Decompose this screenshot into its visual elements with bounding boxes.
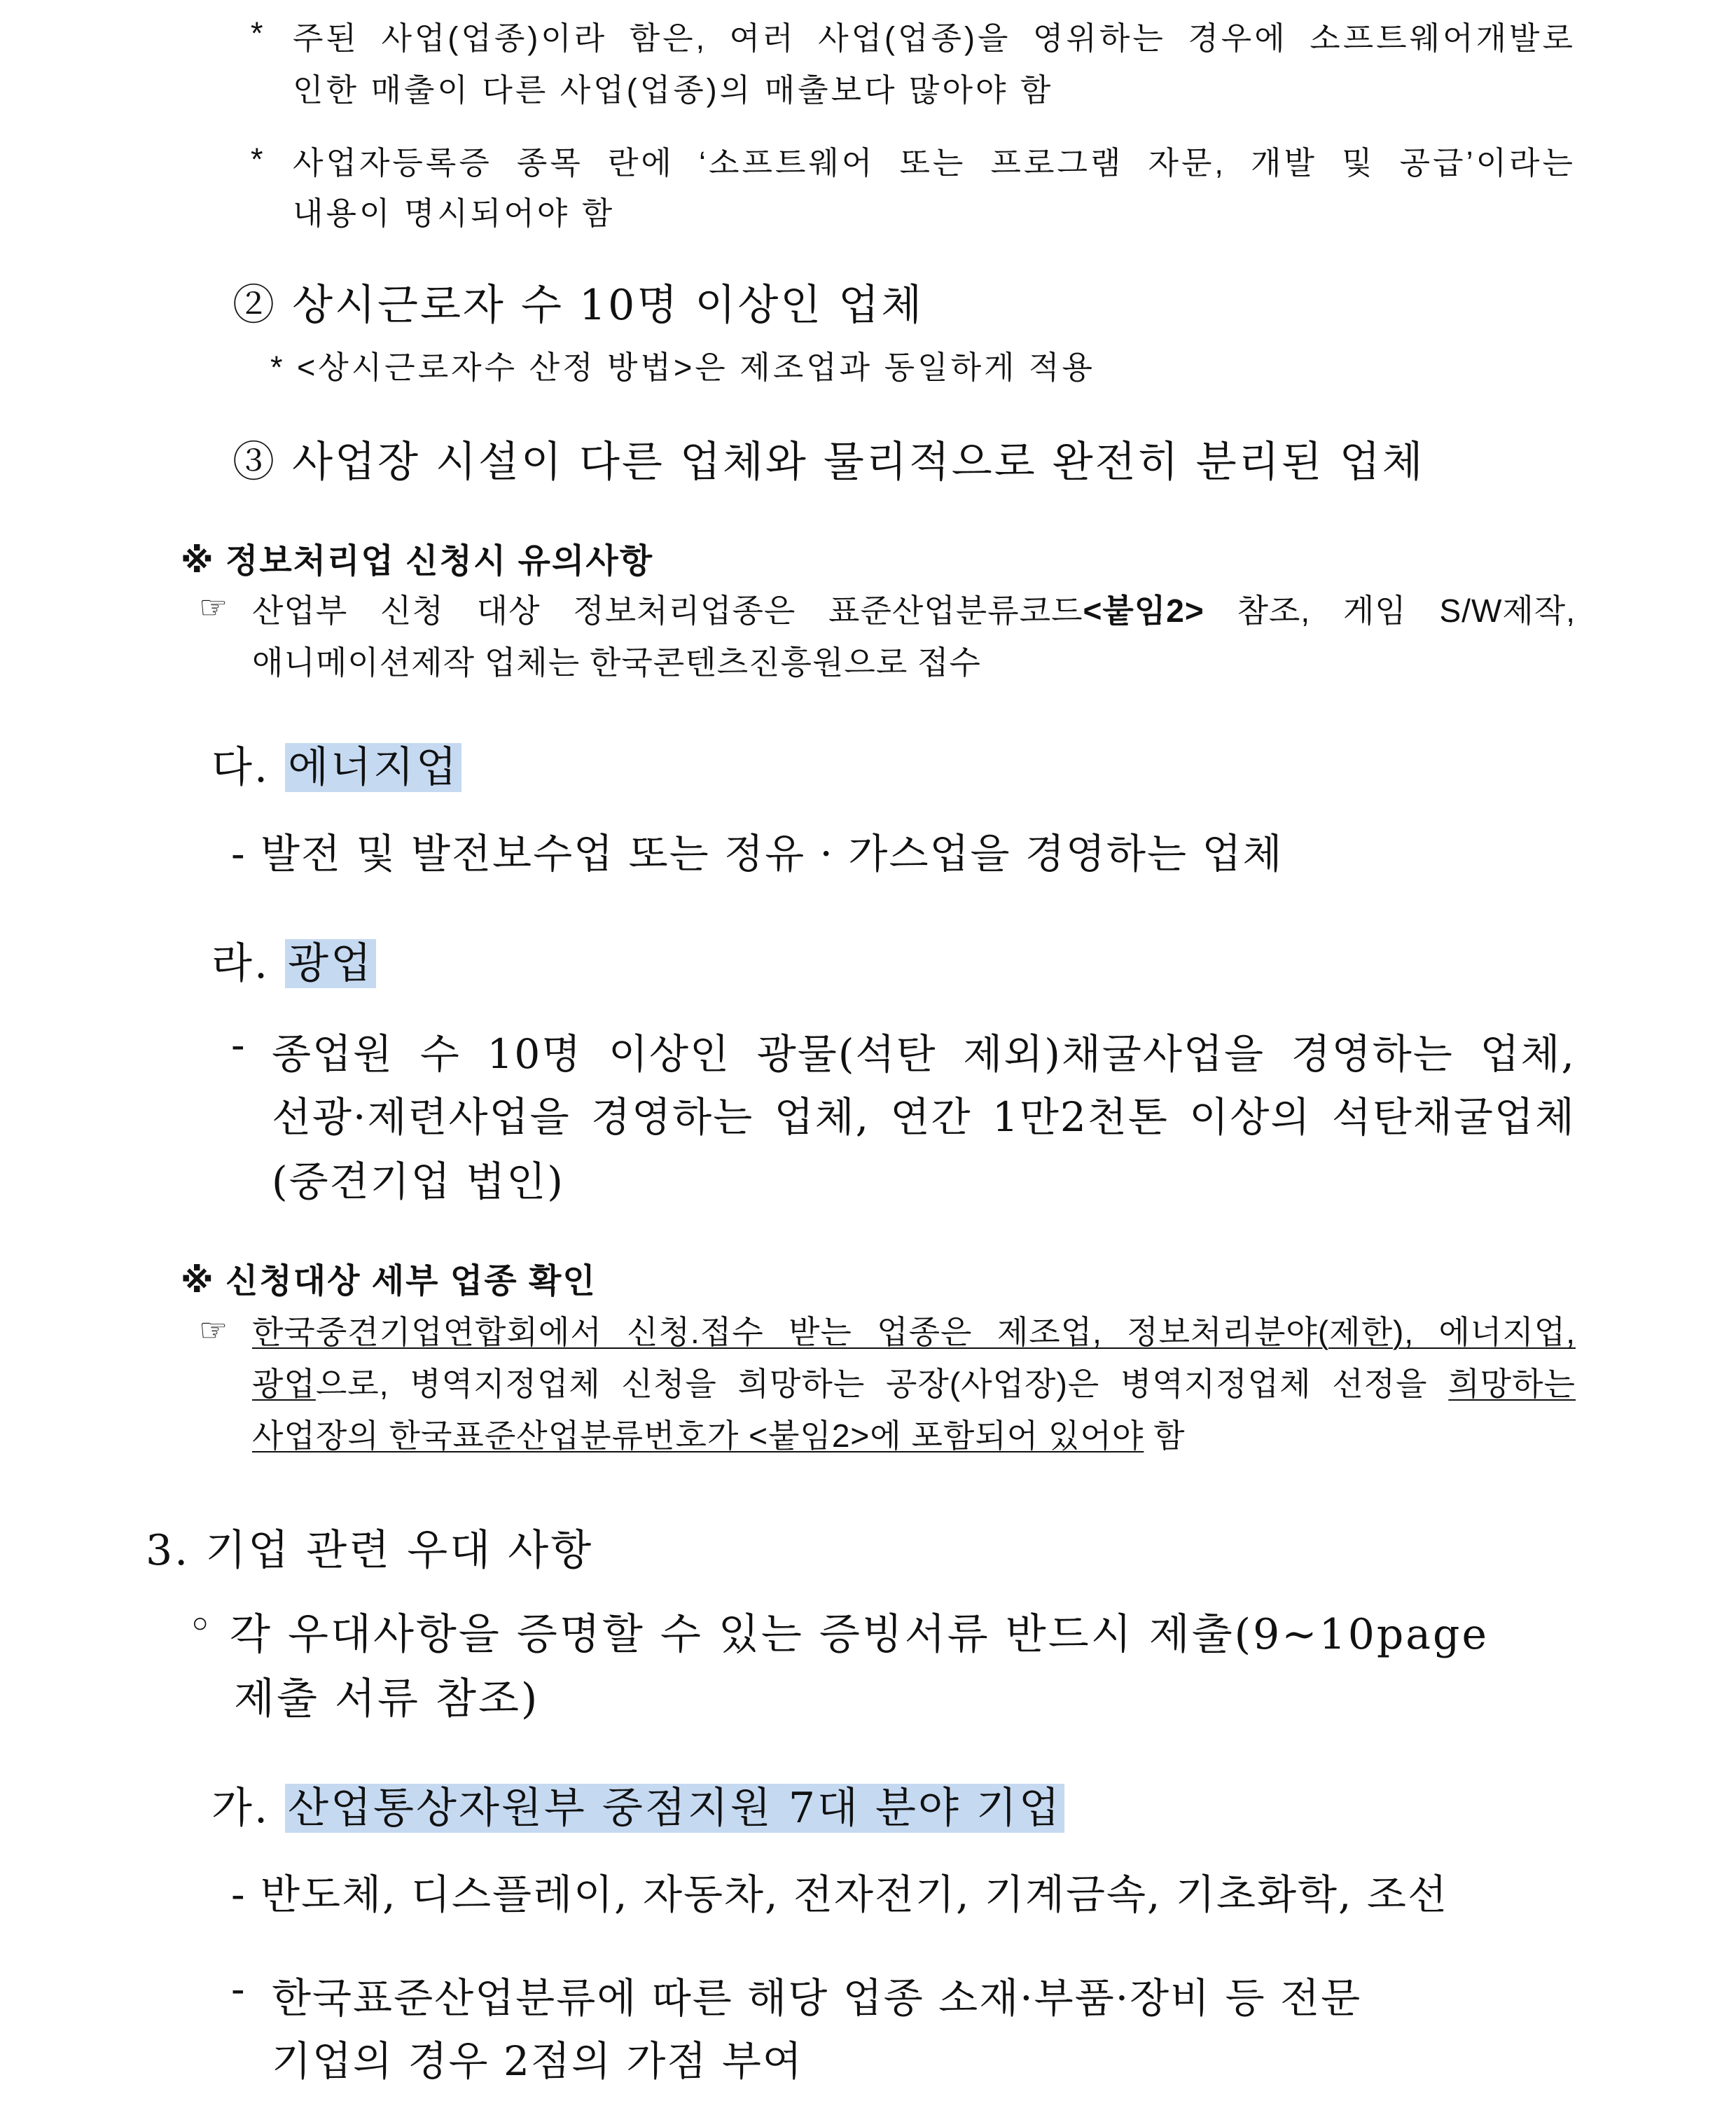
criteria-item-3: ③ 사업장 시설이 다른 업체와 물리적으로 완전히 분리된 업체 [232,438,1425,487]
section-mining-label: 광업 [285,939,376,988]
notice-sector-line2-b: 으로, 병역지정업체 신청을 희망하는 공장(사업장)은 병역지정업체 선정을 [315,1366,1449,1402]
hand-pointer-icon: ☞ [199,589,229,625]
section3-sub-a-item1: - 반도체, 디스플레이, 자동차, 전자전기, 기계금속, 기초화학, 조선 [231,1871,1448,1918]
notice-info-line1 [252,585,1576,632]
section-energy-heading [211,734,461,794]
criteria-item-2: ② 상시근로자 수 10명 이상인 업체 [232,281,924,330]
criteria-item-2-note: * <상시근로자수 산정 방법>은 제조업과 동일하게 적용 [270,349,1095,385]
note-registration-line2: 내용이 명시되어야 함 [293,195,616,231]
notice-info-line1-post: 참조, 게임 S/W제작, [1237,592,1576,629]
section3-title: 3. 기업 관련 우대 사항 [146,1526,594,1575]
section-mining-dash: - [231,1021,246,1069]
notice-info-title: ※ 정보처리업 신청시 유의사항 [181,543,654,580]
note-main-business-line2: 인한 매출이 다른 사업(업종)의 매출보다 많아야 함 [293,72,1054,108]
notice-sector-line3-b: 함 [1144,1417,1186,1454]
hand-pointer-icon: ☞ [199,1312,229,1348]
section-energy-item: - 발전 및 발전보수업 또는 정유 · 가스업을 경영하는 업체 [231,830,1284,878]
notice-sector-line1-b: 청.접수 받는 업종은 제조업, 정보처리분야(제한), 에너지업, [658,1314,1576,1350]
notice-sector-line1 [252,1307,1576,1353]
attachment2-reference: <붙임2> [1083,592,1204,629]
section3-sub-a-heading [211,1775,1064,1835]
section3-sub-a-item2-line1: 한국표준산업분류에 따른 해당 업종 소재·부품·장비 등 전문 [272,1974,1362,2022]
note-star: * [251,141,266,177]
notice-sector-line1-a: 한국중견기업연합회에서 신 [252,1314,659,1350]
section3-sub-a-prefix: 가. [211,1784,270,1833]
notice-sector-line2-a: 광업 [252,1366,316,1402]
notice-sector-line2-c: 희망하는 [1448,1366,1576,1402]
section-mining-line2: 선광·제련사업을 경영하는 업체, 연간 1만2천톤 이상의 석탄채굴업체 [272,1093,1576,1141]
section3-sub-a-item2-dash: - [231,1965,246,2013]
section-mining-line1: 종업원 수 10명 이상인 광물(석탄 제외)채굴사업을 경영하는 업체, [272,1030,1576,1078]
section-mining-heading [211,930,376,990]
section3-bullet-line2: 제출 서류 참조) [234,1674,540,1724]
notice-info-line2: 애니메이션제작 업체는 한국콘텐츠진흥원으로 접수 [252,644,981,681]
section-energy-prefix: 다. [211,743,270,792]
section3-sub-a-item2-line2: 기업의 경우 2점의 가점 부여 [272,2037,803,2085]
note-registration-line1: 사업자등록증 종목 란에 ‘소프트웨어 또는 프로그램 자문, 개발 및 공급’이라는 [293,145,1576,181]
notice-sector-title: ※ 신청대상 세부 업종 확인 [181,1263,597,1300]
notice-sector-line2 [252,1359,1576,1405]
section3-bullet-mark: ◦ [188,1601,215,1650]
notice-info-line1-pre: 산업부 신청 대상 정보처리업종은 표준산업분류코드 [252,592,1083,629]
section-mining-line3: (중견기업 법인) [272,1158,564,1205]
notice-sector-line3-a: 사업장의 한국표준산업분류번호가 <붙임2>에 포함되어 있어야 [252,1417,1144,1454]
note-star: * [251,15,266,51]
section3-sub-a-label: 산업통상자원부 중점지원 7대 분야 기업 [285,1784,1064,1833]
notice-sector-line3 [252,1410,1186,1457]
section3-bullet-line1: 각 우대사항을 증명할 수 있는 증빙서류 반드시 제출(9~10page [230,1610,1489,1659]
section-energy-label: 에너지업 [285,743,461,792]
note-main-business-line1: 주된 사업(업종)이라 함은, 여러 사업(업종)을 영위하는 경우에 소프트웨어개발로 [293,20,1576,56]
section-mining-prefix: 라. [211,939,270,988]
